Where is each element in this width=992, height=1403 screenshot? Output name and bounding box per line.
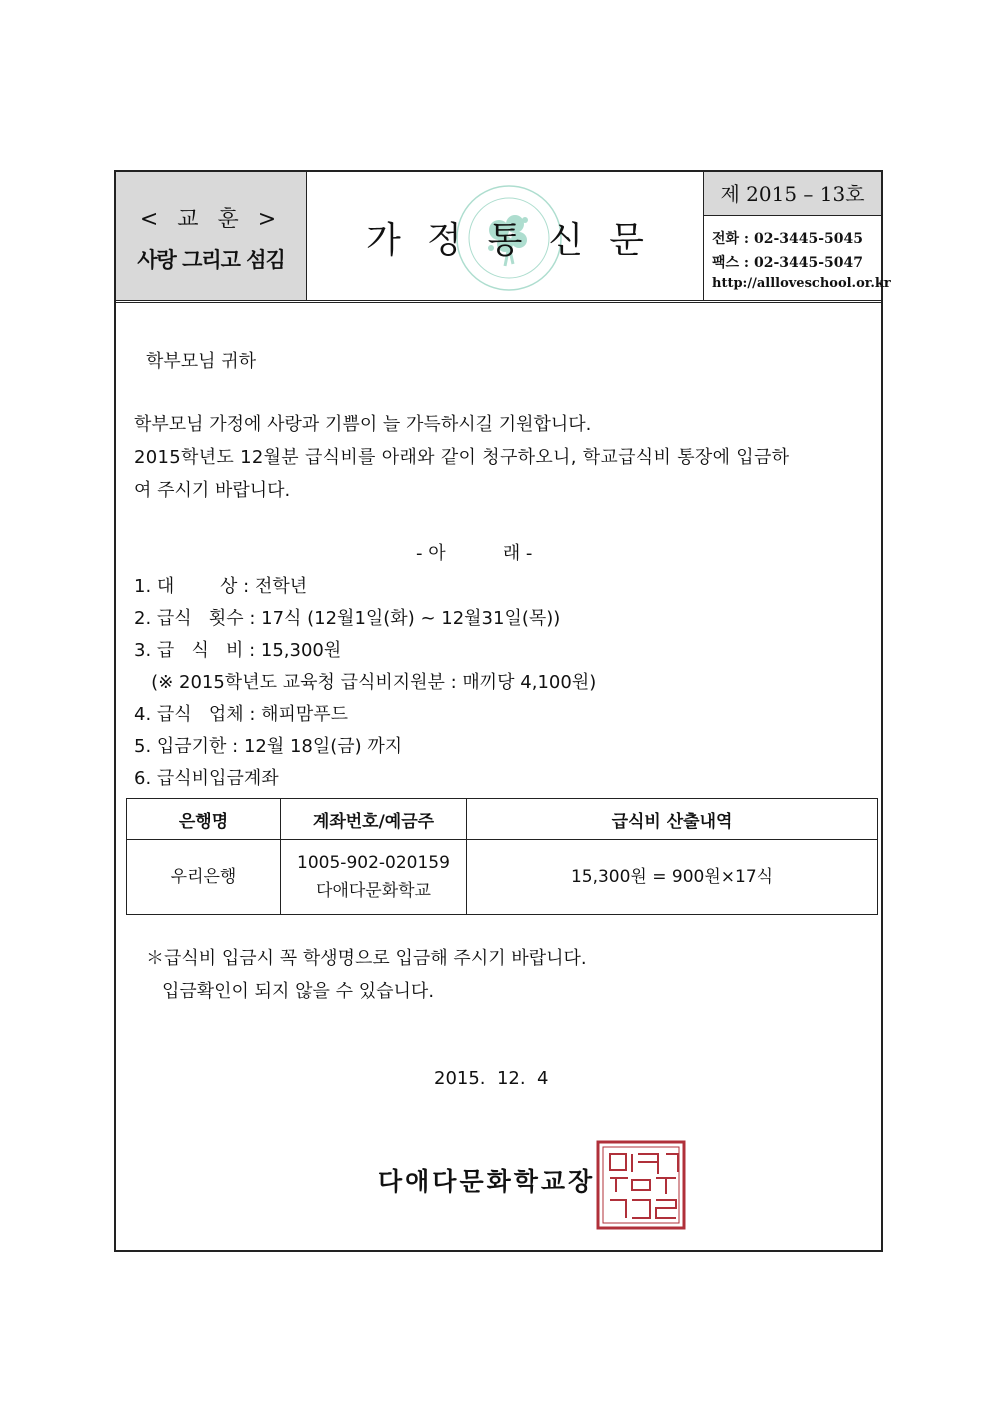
fax-number: 팩스 : 02-3445-5047 xyxy=(712,255,863,271)
issue-number: 제 2015 – 13호 xyxy=(704,172,881,216)
paragraph-line-3: 여 주시기 바랍니다. xyxy=(134,480,291,501)
item-meal-fee: 3. 급 식 비 : 15,300원 xyxy=(134,640,342,661)
account-number: 1005-902-020159 xyxy=(297,853,450,873)
item-subsidy-note: (※ 2015학년도 교육청 급식비지원분 : 매끼당 4,100원) xyxy=(134,672,597,693)
salutation: 학부모님 귀하 xyxy=(146,351,257,372)
paragraph-line-2: 2015학년도 12월분 급식비를 아래와 같이 청구하오니, 학교급식비 통장에 입금하 xyxy=(134,447,790,468)
item-bank-account: 6. 급식비입금계좌 xyxy=(134,768,279,789)
table-row xyxy=(127,840,878,915)
motto-heading: < 교 훈 > xyxy=(139,207,283,232)
document-frame xyxy=(114,170,891,1252)
item-target: 1. 대 상 : 전학년 xyxy=(134,576,308,597)
document-title: 가정통신문 xyxy=(366,220,670,261)
motto-text: 사랑 그리고 섬김 xyxy=(137,248,285,272)
cell-bank-name: 우리은행 xyxy=(127,840,281,915)
item-meal-count: 2. 급식 횟수 : 17식 (12월1일(화) ~ 12월31일(목)) xyxy=(134,608,561,629)
school-motto xyxy=(116,172,307,300)
website-link[interactable]: http://allloveschool.or.kr xyxy=(712,276,891,291)
bank-table xyxy=(126,798,878,915)
item-vendor: 4. 급식 업체 : 해피맘푸드 xyxy=(134,704,349,725)
cell-account xyxy=(281,840,467,915)
table-header-row xyxy=(127,799,878,840)
phone-number: 전화 : 02-3445-5045 xyxy=(712,231,863,247)
header-calculation: 급식비 산출내역 xyxy=(467,799,878,840)
payment-note-line-2: 입금확인이 되지 않을 수 있습니다. xyxy=(162,981,435,1002)
paragraph-line-1: 학부모님 가정에 사랑과 기쁨이 늘 가득하시길 기원합니다. xyxy=(134,414,592,435)
official-seal-icon xyxy=(596,1140,686,1230)
notice-heading: - 아 래 - xyxy=(416,543,533,564)
bank-table-wrap xyxy=(126,798,878,915)
contact-info xyxy=(703,172,891,300)
item-deadline: 5. 입금기한 : 12월 18일(금) 까지 xyxy=(134,736,403,757)
principal-signature: 다애다문화학교장 xyxy=(378,1167,596,1196)
cell-calculation: 15,300원 = 900원×17식 xyxy=(467,840,878,915)
header-bank-name: 은행명 xyxy=(127,799,281,840)
payment-note-line-1: ＊급식비 입금시 꼭 학생명으로 입금해 주시기 바랍니다. xyxy=(146,948,587,969)
issue-date: 2015. 12. 4 xyxy=(434,1068,549,1089)
account-holder: 다애다문화학교 xyxy=(316,881,431,901)
header-account: 계좌번호/예금주 xyxy=(281,799,467,840)
title-box xyxy=(307,172,703,300)
document-header xyxy=(116,172,891,303)
